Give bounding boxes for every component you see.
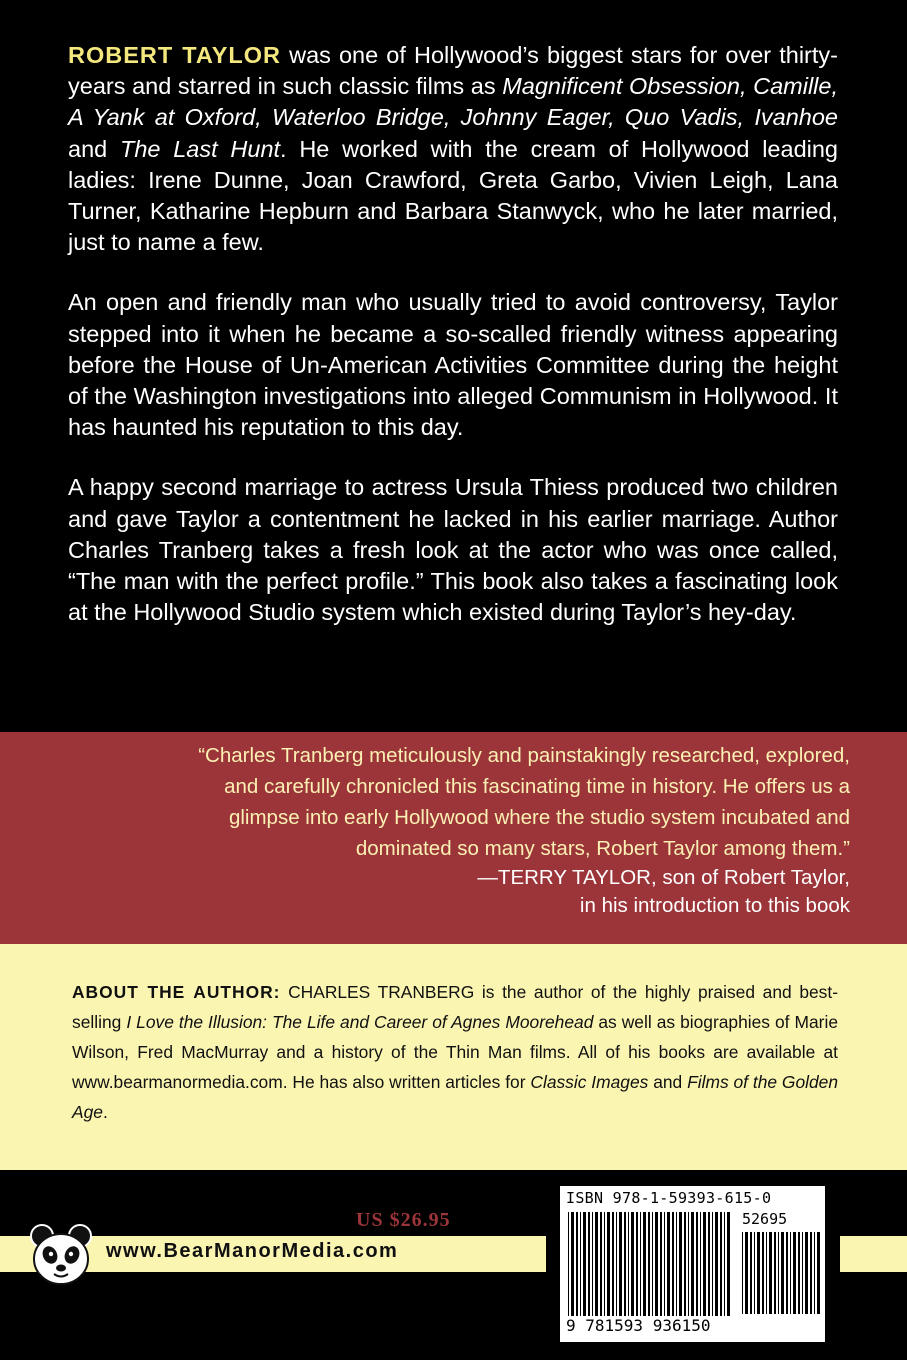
- quote-line: and carefully chronicled this fascinating time in history. He offers us a: [224, 775, 850, 798]
- magazine-title: Films of the Golden Age: [72, 1072, 839, 1122]
- barcode-bar: [786, 1232, 788, 1314]
- barcode-bar: [628, 1212, 629, 1316]
- barcode-bar: [592, 1212, 593, 1316]
- ean-barcode: [566, 1212, 734, 1316]
- barcode-bar: [600, 1212, 602, 1316]
- barcode-bar: [660, 1212, 662, 1316]
- barcode-bar: [727, 1212, 730, 1316]
- barcode-bar: [769, 1232, 772, 1314]
- barcode-bar: [814, 1232, 815, 1314]
- barcode-bar: [696, 1212, 698, 1316]
- barcode-bar: [754, 1232, 755, 1314]
- barcode-bar: [700, 1212, 701, 1316]
- barcode-bar: [612, 1212, 614, 1316]
- barcode-bar: [781, 1232, 784, 1314]
- quote-line: glimpse into early Hollywood where the studio system incubated and: [228, 806, 850, 829]
- barcode-bar: [576, 1212, 578, 1316]
- endorsement-quote: [58, 740, 850, 920]
- barcode-bar: [793, 1232, 796, 1314]
- barcode-bar: [652, 1212, 653, 1316]
- quote-line: dominated so many stars, Robert Taylor among them.”: [355, 837, 850, 860]
- barcode-bar: [655, 1212, 658, 1316]
- barcode-bar: [684, 1212, 686, 1316]
- barcode-bar: [691, 1212, 694, 1316]
- barcode-bar: [703, 1212, 706, 1316]
- barcode-bar: [817, 1232, 820, 1314]
- barcode-bar: [616, 1212, 617, 1316]
- subject-name: ROBERT TAYLOR: [68, 42, 282, 68]
- barcode-bar: [708, 1212, 710, 1316]
- barcode-bar: [757, 1232, 760, 1314]
- price-label: US $26.95: [356, 1209, 451, 1231]
- barcode-bar: [640, 1212, 641, 1316]
- barcode-bar: [664, 1212, 665, 1316]
- about-author-text: [72, 977, 838, 1127]
- about-text: .: [102, 1102, 108, 1122]
- about-text: CHARLES TRANBERG is the author of the highly praised and best-selling: [72, 982, 838, 1032]
- magazine-title: Classic Images: [530, 1072, 649, 1092]
- blurb-paragraph-3: A happy second marriage to actress Ursula Thiess produced two children and gave Taylor a contentment he lacked in his earlier marriage. Author Charles Tranberg takes a fresh look at the actor who was once called, “The man with the perfect profile.” This book also takes a fascinating look at the Hollywood Studio system which existed during Taylor’s hey-day.: [68, 474, 838, 626]
- barcode-bar: [802, 1232, 803, 1314]
- isbn-label: ISBN 978-1-59393-615-0: [566, 1189, 772, 1207]
- barcode-bar: [624, 1212, 626, 1316]
- barcode-bar: [667, 1212, 670, 1316]
- barcode-bar: [750, 1232, 752, 1314]
- back-cover-blurb: [68, 40, 838, 657]
- film-titles: Magnificent Obsession, Camille, A Yank at Oxford, Waterloo Bridge, Johnny Eager, Quo Vadis, Ivanhoe: [68, 73, 838, 131]
- quote-line: “Charles Tranberg meticulously and painstakingly researched, explored,: [198, 744, 850, 767]
- barcode-bar: [568, 1212, 569, 1316]
- barcode-bar: [742, 1232, 743, 1314]
- barcode-bar: [712, 1212, 713, 1316]
- barcode-bar: [715, 1212, 718, 1316]
- barcode-bar: [676, 1212, 677, 1316]
- barcode-bar: [810, 1232, 812, 1314]
- blurb-text: . He worked with the cream of Hollywood leading ladies: Irene Dunne, Joan Crawford, Greta Garbo, Vivien Leigh, Lana Turner, Katharine Hepburn and Barbara Stanwyck, who he later married, just to name a few.: [68, 135, 838, 256]
- barcode-bar: [595, 1212, 598, 1316]
- barcode-bar: [724, 1212, 725, 1316]
- barcode-bar: [648, 1212, 650, 1316]
- barcode-bar: [790, 1232, 791, 1314]
- quote-attribution: —TERRY TAYLOR, son of Robert Taylor,: [477, 866, 850, 889]
- about-text: and: [648, 1072, 688, 1092]
- barcode-bar: [580, 1212, 581, 1316]
- barcode-bar: [672, 1212, 674, 1316]
- barcode-bar: [643, 1212, 646, 1316]
- blurb-text: was one of Hollywood’s biggest stars for over thirty-years and starred in such classic films as: [68, 42, 838, 100]
- barcode-bar: [688, 1212, 689, 1316]
- barcode-bar: [619, 1212, 622, 1316]
- about-author-label: ABOUT THE AUTHOR:: [72, 982, 281, 1002]
- film-title: The Last Hunt: [119, 135, 281, 162]
- blurb-text: and: [68, 135, 120, 162]
- barcode-bar: [607, 1212, 610, 1316]
- barcode-bar: [805, 1232, 808, 1314]
- about-text: as well as biographies of Marie Wilson, Fred MacMurray and a history of the Thin Man films. All of his books are available at www.bearmanormedia.com. He has also written articles for: [72, 1012, 838, 1092]
- panda-logo-icon: [28, 1222, 94, 1288]
- barcode-bar: [631, 1212, 634, 1316]
- ean-digits: 9 781593 936150: [566, 1316, 711, 1335]
- barcode-bar: [604, 1212, 605, 1316]
- barcode-bar: [720, 1212, 722, 1316]
- blurb-paragraph-1: [68, 40, 838, 258]
- barcode-bar: [636, 1212, 638, 1316]
- publisher-url[interactable]: www.BearManorMedia.com: [106, 1240, 399, 1262]
- addon-barcode: [740, 1232, 820, 1314]
- barcode-bar: [774, 1232, 776, 1314]
- blurb-paragraph-2: An open and friendly man who usually tried to avoid controversy, Taylor stepped into it when he became a so-scalled friendly witness appearing before the House of Un-American Activities Committee during the height of the Washington investigations into alleged Communism in Hollywood. It has haunted his reputation to this day.: [68, 289, 838, 441]
- barcode-bar: [745, 1232, 748, 1314]
- book-title: I Love the Illusion: The Life and Career of Agnes Moorehead: [126, 1012, 594, 1032]
- barcode-bar: [588, 1212, 590, 1316]
- barcode-bar: [583, 1212, 586, 1316]
- barcode-bar: [766, 1232, 767, 1314]
- barcode-bar: [778, 1232, 779, 1314]
- right-strip: [840, 1236, 907, 1272]
- barcode-bar: [798, 1232, 800, 1314]
- price-addon-digits: 52695: [742, 1210, 788, 1228]
- barcode-bar: [679, 1212, 682, 1316]
- barcode-bar: [571, 1212, 574, 1316]
- quote-attribution: in his introduction to this book: [579, 894, 850, 917]
- barcode-bar: [762, 1232, 764, 1314]
